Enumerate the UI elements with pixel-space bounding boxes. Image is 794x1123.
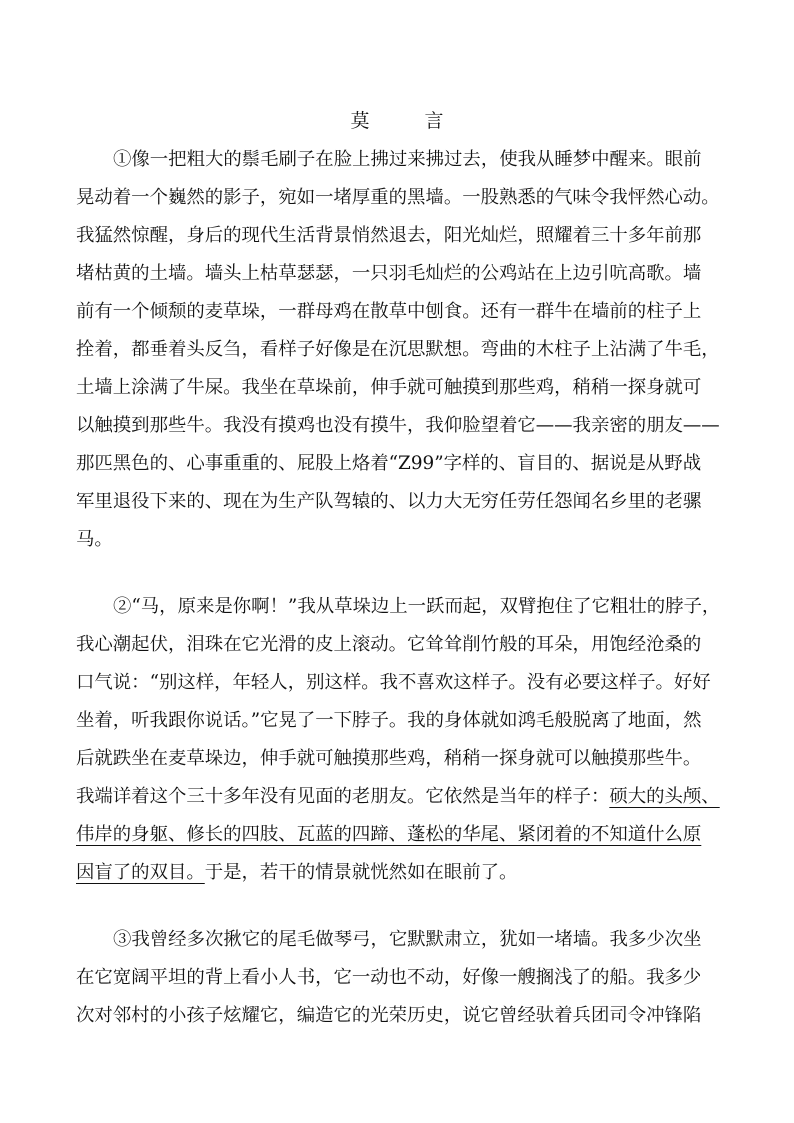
paragraph-line: 口气说：“别这样，年轻人，别这样。我不喜欢这样子。没有必要这样子。好好 bbox=[76, 672, 711, 693]
paragraph-line: 前有一个倾颓的麦草垛，一群母鸡在散草中刨食。还有一群牛在墙前的柱子上 bbox=[76, 301, 702, 322]
paragraph-line: 军里退役下来的、现在为生产队驾辕的、以力大无穷任劳任怨闻名乡里的老骡 bbox=[76, 491, 702, 512]
paragraph-line: 堵枯黄的土墙。墙头上枯草瑟瑟，一只羽毛灿烂的公鸡站在上边引吭高歌。墙 bbox=[76, 263, 702, 284]
paragraph-line: 次对邻村的小孩子炫耀它，编造它的光荣历史，说它曾经驮着兵团司令冲锋陷 bbox=[76, 1005, 702, 1026]
paragraph-line: 坐着，听我跟你说话。”它晃了一下脖子。我的身体就如鸿毛般脱离了地面，然 bbox=[76, 710, 702, 731]
paragraph-line bbox=[76, 785, 726, 809]
paragraph-line: 我猛然惊醒，身后的现代生活背景悄然退去，阳光灿烂，照耀着三十多年前那 bbox=[76, 225, 702, 246]
paragraph-line: 后就跌坐在麦草垛边，伸手就可触摸那些鸡，稍稍一探身就可以触摸那些牛。 bbox=[76, 748, 702, 769]
paragraph-line: 我心潮起伏，泪珠在它光滑的皮上滚动。它耸耸削竹般的耳朵，用饱经沧桑的 bbox=[76, 634, 702, 655]
paragraph-line: ②“马，原来是你啊！”我从草垛边上一跃而起，双臂抱住了它粗壮的脖子， bbox=[113, 596, 721, 617]
paragraph-line: ①像一把粗大的鬃毛刷子在脸上拂过来拂过去，使我从睡梦中醒来。眼前 bbox=[113, 149, 702, 170]
paragraph-line: 土墙上涂满了牛屎。我坐在草垛前，伸手就可触摸到那些鸡，稍稍一探身就可 bbox=[76, 377, 702, 398]
line-text: 于是，若干的情景就恍然如在眼前了。 bbox=[204, 862, 518, 883]
underlined-text: 伟岸的身躯、修长的四肢、瓦蓝的四蹄、蓬松的华尾、紧闭着的不知道什么原 bbox=[76, 824, 702, 845]
page-title: 莫 言 bbox=[350, 110, 462, 132]
paragraph-line bbox=[76, 861, 726, 885]
paragraph-line: ③我曾经多次揪它的尾毛做琴弓，它默默肃立，犹如一堵墙。我多少次坐 bbox=[113, 929, 702, 950]
underlined-text: 因盲了的双目。 bbox=[76, 862, 205, 883]
paragraph-line bbox=[76, 823, 726, 847]
paragraph-line: 拴着，都垂着头反刍，看样子好像是在沉思默想。弯曲的木柱子上沾满了牛毛， bbox=[76, 339, 720, 360]
paragraph-line: 那匹黑色的、心事重重的、屁股上烙着“Z99”字样的、盲目的、据说是从野战 bbox=[76, 453, 702, 474]
paragraph-line: 晃动着一个巍然的影子，宛如一堵厚重的黑墙。一股熟悉的气味令我怦然心动。 bbox=[76, 187, 720, 208]
line-text: 我端详着这个三十多年没有见面的老朋友。它依然是当年的样子： bbox=[76, 786, 610, 807]
underlined-text: 硕大的头颅、 bbox=[609, 786, 720, 807]
paragraph-line: 在它宽阔平坦的背上看小人书，它一动也不动，好像一艘搁浅了的船。我多少 bbox=[76, 967, 702, 988]
paragraph-line: 马。 bbox=[76, 529, 113, 550]
paragraph-line: 以触摸到那些牛。我没有摸鸡也没有摸牛，我仰脸望着它——我亲密的朋友—— bbox=[76, 415, 720, 436]
